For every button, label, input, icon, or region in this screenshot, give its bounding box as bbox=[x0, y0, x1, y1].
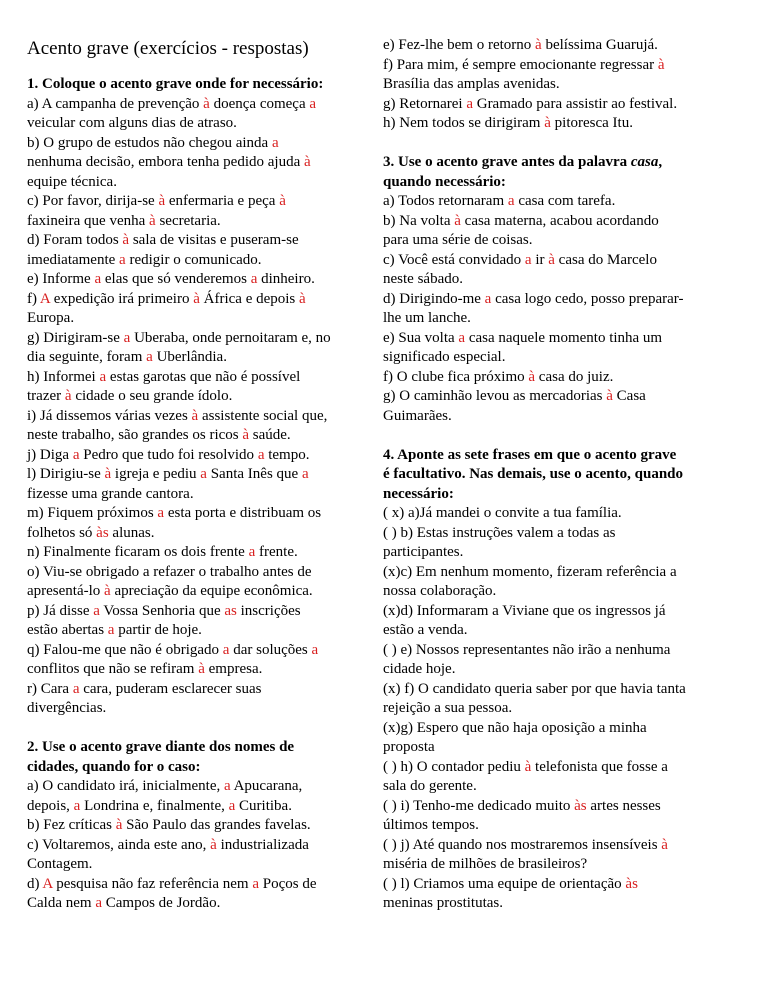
text-segment: doença começa bbox=[209, 95, 310, 112]
left-column-body bbox=[27, 75, 379, 914]
text-segment: inscrições bbox=[236, 602, 301, 619]
text-segment: é facultativo. Nas demais, use o acento, quando bbox=[383, 466, 684, 482]
text-line bbox=[27, 95, 379, 115]
text-line bbox=[383, 56, 743, 76]
text-line bbox=[27, 212, 379, 232]
text-segment: dia seguinte, foram bbox=[27, 349, 147, 365]
text-segment: faxineira que venha bbox=[27, 212, 150, 229]
text-segment: o) Viu-se obrigado a refazer o trabalho antes de bbox=[27, 563, 312, 580]
text-segment: saúde. bbox=[249, 427, 291, 443]
text-segment: empresa. bbox=[204, 661, 263, 677]
text-line bbox=[383, 777, 743, 797]
text-segment: g) Retornarei bbox=[383, 95, 467, 112]
text-line bbox=[27, 251, 379, 271]
right-column-body bbox=[383, 36, 743, 914]
text-line bbox=[383, 212, 743, 232]
crase-answer: a bbox=[257, 446, 265, 463]
text-segment: ( ) e) Nossos representantes não irão a nenhuma bbox=[383, 641, 671, 658]
text-segment: nossa colaboração. bbox=[383, 583, 497, 599]
crase-answer: a bbox=[228, 797, 236, 814]
text-segment: artes nesses bbox=[586, 797, 661, 814]
text-segment: neste trabalho, são grandes os ricos bbox=[27, 427, 243, 443]
text-line bbox=[383, 368, 743, 388]
text-segment: miséria de milhões de brasileiros? bbox=[383, 856, 588, 872]
text-segment: quando necessário: bbox=[383, 173, 506, 190]
text-segment: Curitiba. bbox=[235, 797, 292, 814]
crase-answer: a bbox=[248, 544, 256, 560]
crase-answer: A bbox=[42, 875, 53, 892]
text-line bbox=[383, 582, 743, 602]
paragraph-gap bbox=[383, 134, 743, 154]
text-segment: j) Diga bbox=[27, 446, 73, 463]
text-segment: l) Dirigiu-se bbox=[27, 466, 105, 482]
text-segment: ( x) a)Já mandei o convite a tua família. bbox=[383, 505, 622, 521]
section-heading bbox=[383, 465, 743, 485]
text-segment: telefonista que fosse a bbox=[531, 758, 668, 775]
text-line bbox=[383, 641, 743, 661]
text-segment: tempo. bbox=[264, 446, 310, 463]
text-segment: belíssima Guarujá. bbox=[541, 37, 658, 53]
section-heading bbox=[383, 173, 743, 193]
text-segment: sala do gerente. bbox=[383, 778, 477, 794]
text-segment: rejeição a sua pessoa. bbox=[383, 700, 513, 716]
text-segment: Santa Inês que bbox=[206, 466, 302, 482]
crase-answer: a bbox=[72, 680, 80, 697]
text-segment: ir bbox=[531, 251, 549, 268]
crase-answer: à bbox=[104, 466, 112, 482]
text-segment: : bbox=[318, 76, 324, 92]
text-segment: b) O grupo de estudos não chegou ainda bbox=[27, 134, 272, 151]
text-segment: g) Dirigiram-se bbox=[27, 329, 124, 346]
text-segment: Uberlândia. bbox=[152, 349, 227, 365]
crase-answer: à bbox=[191, 407, 199, 424]
text-line bbox=[383, 524, 743, 544]
text-line bbox=[383, 660, 743, 680]
text-segment: d) Foram todos bbox=[27, 232, 123, 248]
text-segment: últimos tempos. bbox=[383, 817, 479, 833]
text-segment: Uberaba, onde pernoitaram e, no bbox=[130, 329, 331, 346]
text-segment: casa do juiz. bbox=[535, 368, 614, 385]
text-line bbox=[27, 192, 379, 212]
crase-answer: à bbox=[104, 583, 111, 599]
crase-answer: à bbox=[193, 290, 200, 307]
text-line bbox=[27, 485, 379, 505]
text-segment: Londrina e, finalmente, bbox=[80, 797, 229, 814]
text-segment: Contagem. bbox=[27, 856, 93, 872]
text-segment: elas que só venderemos bbox=[101, 271, 251, 287]
text-segment: a) O candidato irá, inicialmente, bbox=[27, 778, 224, 794]
text-segment: (x) f) O candidato queria saber por que havia tanta bbox=[383, 680, 686, 697]
text-segment: Apucarana, bbox=[230, 778, 303, 794]
crase-answer: a bbox=[93, 602, 100, 619]
text-segment: estas garotas que não é possível bbox=[106, 368, 301, 385]
text-segment: c) Voltaremos, ainda este ano, bbox=[27, 836, 211, 853]
text-line bbox=[27, 894, 379, 914]
text-segment: para uma série de coisas. bbox=[383, 232, 533, 248]
text-line bbox=[27, 504, 379, 524]
crase-answer: à bbox=[64, 388, 72, 404]
text-segment: 2. Use o acento grave diante dos nomes de bbox=[27, 739, 295, 755]
crase-answer: às bbox=[625, 875, 638, 892]
text-segment: Poços de bbox=[259, 875, 317, 892]
text-segment: cara, puderam esclarecer suas bbox=[79, 680, 262, 697]
crase-answer: a bbox=[119, 251, 126, 268]
crase-answer: à bbox=[279, 193, 286, 209]
text-segment: , bbox=[658, 154, 663, 170]
text-segment: ( ) h) O contador pediu bbox=[383, 758, 525, 775]
text-line bbox=[27, 621, 379, 641]
text-segment: meninas prostitutas. bbox=[383, 895, 503, 911]
text-segment: e) Sua volta bbox=[383, 329, 459, 346]
text-line bbox=[383, 329, 743, 349]
text-segment: industrializada bbox=[216, 836, 309, 853]
text-segment: lhe um lanche. bbox=[383, 310, 471, 326]
text-segment: dinheiro. bbox=[257, 271, 315, 287]
crase-answer: à bbox=[661, 836, 668, 853]
text-segment: i) Já dissemos várias vezes bbox=[27, 407, 192, 424]
text-line bbox=[27, 641, 379, 661]
crase-answer: as bbox=[224, 602, 237, 619]
crase-answer: à bbox=[198, 661, 205, 677]
crase-answer: a bbox=[484, 290, 492, 307]
text-segment: cidades, quando for o caso: bbox=[27, 758, 201, 775]
text-segment: alunas. bbox=[108, 524, 155, 541]
text-segment: folhetos só bbox=[27, 524, 97, 541]
text-segment: e) Informe bbox=[27, 271, 95, 287]
text-segment: imediatamente bbox=[27, 251, 120, 268]
text-line bbox=[383, 719, 743, 739]
text-segment: f) bbox=[27, 290, 40, 307]
crase-answer: à bbox=[203, 95, 210, 112]
text-line bbox=[27, 797, 379, 817]
crase-answer: a bbox=[458, 329, 466, 346]
crase-answer: à bbox=[606, 388, 613, 404]
crase-answer: a bbox=[94, 271, 102, 287]
text-line bbox=[27, 524, 379, 544]
section-heading bbox=[27, 758, 379, 778]
crase-answer: a bbox=[72, 446, 80, 463]
crase-answer: à bbox=[149, 212, 156, 229]
text-segment: expedição irá primeiro bbox=[49, 290, 194, 307]
text-line bbox=[383, 836, 743, 856]
text-line bbox=[383, 602, 743, 622]
crase-answer: à bbox=[303, 154, 311, 170]
crase-answer: a bbox=[311, 641, 319, 658]
text-segment: Europa. bbox=[27, 310, 75, 326]
text-segment: igreja e pediu bbox=[111, 466, 201, 482]
text-segment: n) Finalmente ficaram os dois frente bbox=[27, 544, 249, 560]
text-line bbox=[383, 875, 743, 895]
crase-answer: à bbox=[528, 368, 536, 385]
text-segment: proposta bbox=[383, 739, 435, 755]
text-segment: redigir o comunicado. bbox=[125, 251, 262, 268]
crase-answer: a bbox=[309, 95, 317, 112]
paragraph-gap bbox=[27, 719, 379, 739]
text-line bbox=[383, 114, 743, 134]
text-line bbox=[27, 426, 379, 446]
crase-answer: à bbox=[158, 193, 166, 209]
text-segment: estão abertas bbox=[27, 622, 108, 638]
text-segment: a) A campanha de prevenção bbox=[27, 95, 204, 112]
crase-answer: a bbox=[95, 895, 102, 911]
crase-answer: à bbox=[242, 427, 250, 443]
text-segment: c) Você está convidado bbox=[383, 251, 525, 268]
text-segment: pitoresca Itu. bbox=[550, 115, 633, 131]
text-segment: Guimarães. bbox=[383, 407, 452, 424]
text-segment: (x)c) Em nenhum momento, fizeram referência a bbox=[383, 563, 677, 580]
text-segment: m) Fiquem próximos bbox=[27, 505, 158, 521]
text-line bbox=[383, 95, 743, 115]
text-segment: equipe técnica. bbox=[27, 173, 117, 190]
crase-answer: à bbox=[115, 817, 123, 833]
text-segment: (x)d) Informaram a Viviane que os ingressos já bbox=[383, 602, 666, 619]
paragraph-gap bbox=[383, 426, 743, 446]
text-segment: casa do Marcelo bbox=[554, 251, 657, 268]
text-line bbox=[383, 407, 743, 427]
text-line bbox=[383, 231, 743, 251]
text-line bbox=[383, 563, 743, 583]
text-segment: d) Dirigindo-me bbox=[383, 290, 485, 307]
text-segment: (x)g) Espero que não haja oposição a minha bbox=[383, 719, 647, 736]
text-segment: África e depois bbox=[199, 290, 300, 307]
text-segment: p) Já disse bbox=[27, 602, 94, 619]
crase-answer: a bbox=[507, 193, 515, 209]
text-line bbox=[27, 543, 379, 563]
text-segment: Pedro que tudo foi resolvido bbox=[79, 446, 258, 463]
crase-answer: a bbox=[224, 778, 231, 794]
crase-answer: a bbox=[271, 134, 279, 151]
text-line bbox=[27, 446, 379, 466]
crase-answer: a bbox=[466, 95, 473, 112]
text-segment: b) Na volta bbox=[383, 212, 455, 229]
section-heading bbox=[27, 738, 379, 758]
text-segment: apresentá-lo bbox=[27, 583, 105, 599]
text-line bbox=[383, 894, 743, 914]
crase-answer: a bbox=[146, 349, 153, 365]
text-segment: casa logo cedo, posso preparar- bbox=[491, 290, 684, 307]
text-segment: esta porta e distribuam os bbox=[164, 505, 322, 521]
text-segment: veicular com alguns dias de atraso. bbox=[27, 115, 237, 131]
text-segment: trazer bbox=[27, 388, 65, 404]
text-segment: casa com tarefa. bbox=[514, 193, 616, 209]
text-line bbox=[27, 407, 379, 427]
text-line bbox=[27, 699, 379, 719]
crase-answer: a bbox=[99, 368, 107, 385]
left-column bbox=[27, 36, 379, 914]
text-segment: sala de visitas e puseram-se bbox=[129, 232, 299, 248]
section-heading bbox=[383, 153, 743, 173]
text-segment: ( ) j) Até quando nos mostraremos insensíveis bbox=[383, 836, 662, 853]
text-segment: dar soluções bbox=[229, 641, 312, 658]
text-line bbox=[383, 348, 743, 368]
text-line bbox=[27, 348, 379, 368]
crase-answer: à bbox=[548, 251, 555, 268]
crase-answer: a bbox=[157, 505, 165, 521]
text-line bbox=[27, 290, 379, 310]
text-segment: d) bbox=[27, 875, 43, 892]
text-segment: casa naquele momento tinha um bbox=[465, 329, 663, 346]
text-line bbox=[27, 680, 379, 700]
text-segment: Gramado para assistir ao festival. bbox=[472, 95, 678, 112]
text-line bbox=[27, 309, 379, 329]
text-segment: ( ) l) Criamos uma equipe de orientação bbox=[383, 875, 626, 892]
section-heading bbox=[383, 485, 743, 505]
text-segment: r) Cara bbox=[27, 680, 73, 697]
crase-answer: a bbox=[250, 271, 258, 287]
crase-answer: a bbox=[252, 875, 260, 892]
text-segment: h) Informei bbox=[27, 368, 100, 385]
crase-answer: às bbox=[96, 524, 109, 541]
text-segment: cidade o seu grande ídolo. bbox=[71, 388, 233, 404]
text-line bbox=[27, 173, 379, 193]
text-segment: conflitos que não se refiram bbox=[27, 661, 199, 677]
text-line bbox=[383, 699, 743, 719]
text-segment: enfermaria e peça bbox=[165, 193, 280, 209]
text-segment: Brasília das amplas avenidas. bbox=[383, 76, 560, 92]
text-line bbox=[383, 75, 743, 95]
text-line bbox=[383, 504, 743, 524]
text-line bbox=[27, 231, 379, 251]
text-line bbox=[27, 855, 379, 875]
text-segment: frente. bbox=[255, 544, 298, 560]
text-line bbox=[383, 758, 743, 778]
text-segment: assistente social que, bbox=[198, 407, 328, 424]
text-line bbox=[27, 368, 379, 388]
text-segment: pesquisa não faz referência nem bbox=[52, 875, 253, 892]
text-line bbox=[383, 816, 743, 836]
text-segment: partir de hoje. bbox=[114, 622, 202, 638]
text-line bbox=[383, 387, 743, 407]
crase-answer: à bbox=[210, 836, 217, 853]
text-segment: a) Todos retornaram bbox=[383, 193, 508, 209]
text-segment: c) Por favor, dirija-se bbox=[27, 193, 159, 209]
text-line bbox=[383, 36, 743, 56]
text-segment: Calda nem bbox=[27, 895, 96, 911]
crase-answer: à bbox=[535, 37, 542, 53]
text-segment: b) Fez críticas bbox=[27, 817, 116, 833]
crase-answer: a bbox=[524, 251, 532, 268]
text-line bbox=[27, 387, 379, 407]
text-segment: apreciação da equipe econômica. bbox=[110, 583, 313, 599]
section-heading bbox=[27, 75, 379, 95]
text-line bbox=[27, 153, 379, 173]
text-segment: participantes. bbox=[383, 544, 464, 560]
text-segment: ( ) i) Tenho-me dedicado muito bbox=[383, 797, 575, 814]
text-segment: f) O clube fica próximo bbox=[383, 368, 529, 385]
text-segment: g) O caminhão levou as mercadorias bbox=[383, 388, 607, 404]
text-segment: 3. Use o acento grave antes da palavra bbox=[383, 154, 631, 170]
text-line bbox=[383, 738, 743, 758]
text-segment: casa materna, acabou acordando bbox=[460, 212, 659, 229]
text-segment: cidade hoje. bbox=[383, 661, 456, 677]
text-line bbox=[27, 660, 379, 680]
text-line bbox=[383, 797, 743, 817]
text-line bbox=[383, 290, 743, 310]
text-segment: secretaria. bbox=[155, 212, 221, 229]
crase-answer: à bbox=[454, 212, 461, 229]
crase-answer: a bbox=[123, 329, 131, 346]
text-line bbox=[383, 251, 743, 271]
text-line bbox=[383, 270, 743, 290]
section-heading bbox=[383, 446, 743, 466]
text-line bbox=[27, 602, 379, 622]
crase-answer: à bbox=[122, 232, 130, 248]
text-line bbox=[383, 543, 743, 563]
text-segment: f) Para mim, é sempre emocionante regressar bbox=[383, 56, 658, 73]
text-segment: nenhuma decisão, embora tenha pedido ajuda bbox=[27, 154, 304, 170]
text-segment: 1. Coloque o acento grave onde for necessário bbox=[27, 76, 319, 92]
text-segment: Campos de Jordão. bbox=[102, 895, 221, 911]
text-segment: divergências. bbox=[27, 700, 107, 716]
text-segment: Vossa Senhoria que bbox=[99, 602, 225, 619]
text-line bbox=[27, 816, 379, 836]
text-line bbox=[383, 680, 743, 700]
text-line bbox=[383, 621, 743, 641]
right-column bbox=[383, 36, 743, 914]
text-line bbox=[383, 192, 743, 212]
text-segment: ( ) b) Estas instruções valem a todas as bbox=[383, 524, 616, 541]
text-segment: q) Falou-me que não é obrigado bbox=[27, 641, 223, 658]
text-segment: depois, bbox=[27, 797, 74, 814]
text-segment: necessário: bbox=[383, 485, 454, 502]
crase-answer: à bbox=[299, 290, 306, 307]
text-segment: Casa bbox=[612, 388, 646, 404]
crase-answer: a bbox=[301, 466, 309, 482]
text-segment: São Paulo das grandes favelas. bbox=[122, 817, 311, 833]
text-segment: e) Fez-lhe bem o retorno bbox=[383, 37, 536, 53]
crase-answer: à bbox=[544, 115, 551, 131]
text-line bbox=[27, 134, 379, 154]
crase-answer: a bbox=[200, 466, 207, 482]
crase-answer: a bbox=[73, 797, 81, 814]
text-line bbox=[27, 465, 379, 485]
crase-answer: à bbox=[657, 56, 665, 73]
crase-answer: A bbox=[39, 290, 50, 307]
text-segment: h) Nem todos se dirigiram bbox=[383, 115, 545, 131]
text-line bbox=[27, 329, 379, 349]
crase-answer: a bbox=[222, 641, 230, 658]
page-title: Acento grave (exercícios - respostas) bbox=[27, 38, 309, 59]
text-segment: neste sábado. bbox=[383, 271, 463, 287]
text-line bbox=[27, 114, 379, 134]
text-line bbox=[27, 777, 379, 797]
emphasis-text: casa bbox=[630, 154, 659, 170]
text-segment: significado especial. bbox=[383, 349, 506, 365]
crase-answer: às bbox=[574, 797, 587, 814]
crase-answer: a bbox=[107, 622, 115, 638]
text-line bbox=[27, 563, 379, 583]
text-line bbox=[383, 855, 743, 875]
text-segment: fizesse uma grande cantora. bbox=[27, 485, 194, 502]
text-line bbox=[27, 836, 379, 856]
text-line bbox=[27, 582, 379, 602]
text-line bbox=[27, 270, 379, 290]
text-segment: estão a venda. bbox=[383, 622, 468, 638]
text-line bbox=[383, 309, 743, 329]
text-segment: 4. Aponte as sete frases em que o acento grave bbox=[383, 446, 677, 463]
text-line bbox=[27, 875, 379, 895]
crase-answer: à bbox=[524, 758, 532, 775]
